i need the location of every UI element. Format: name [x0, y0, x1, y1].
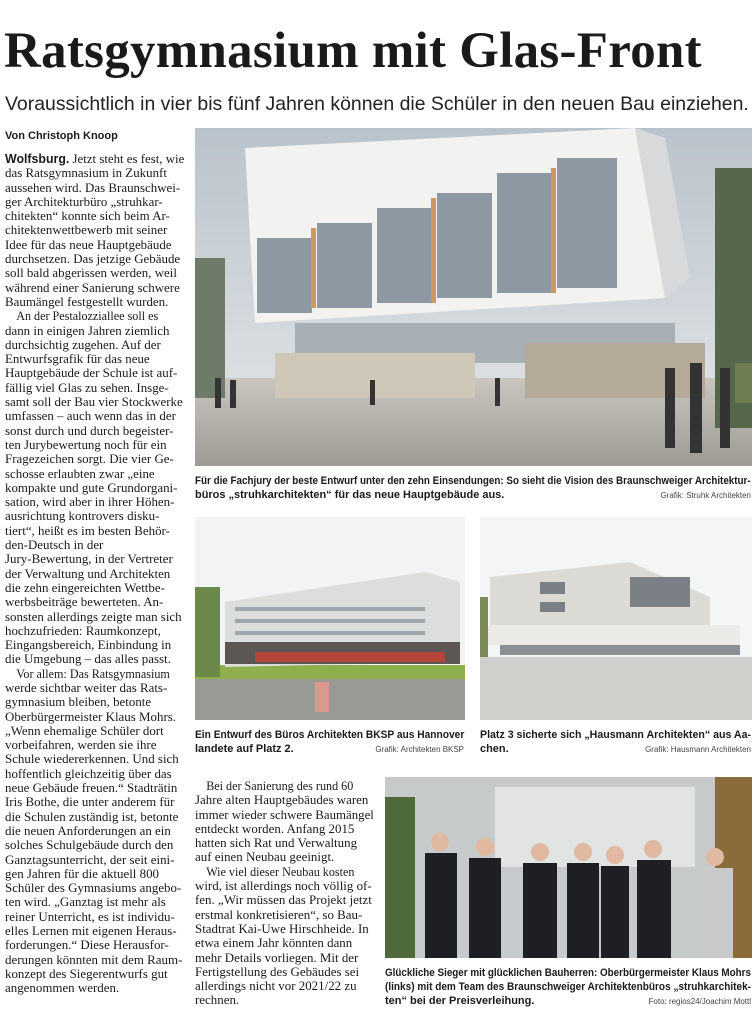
caption-line-with-credit — [480, 742, 751, 756]
photo-credit: Grafik: Hausmann Architekten — [645, 745, 751, 754]
text-line-content: mehr Details vorliegen. Mit der — [195, 949, 359, 965]
text-line-content: elles Lernen mit eigenen Heraus- — [5, 923, 177, 939]
text-line — [5, 223, 184, 237]
text-line — [5, 524, 184, 538]
text-line-content: reiner Unterricht, es ist individu- — [5, 908, 175, 924]
text-line-content: hoffentlich gleichzeitig über das — [5, 765, 172, 781]
text-line — [5, 266, 184, 280]
text-line — [5, 195, 184, 209]
text-line — [195, 922, 374, 936]
text-line — [5, 652, 184, 666]
text-line-content: vorbeifahren, werden sie ihre — [5, 737, 157, 753]
text-line — [5, 181, 184, 195]
text-line-content: Jetzt steht es fest, wie — [72, 151, 185, 166]
text-line — [5, 610, 184, 624]
caption-line-with-credit — [195, 488, 751, 502]
text-line-content: während einer Sanierung schwere — [5, 279, 180, 295]
text-line — [5, 867, 184, 881]
text-line — [5, 538, 184, 552]
text-line — [5, 781, 184, 795]
text-line-content: Schüler des Gymnasiums angebo- — [5, 880, 182, 896]
caption-line: (links) mit dem Team des Braunschweiger Architektenbüros „struhkarchitek- — [385, 981, 751, 993]
text-line-content: Bei der Sanierung des rund 60 — [206, 778, 354, 793]
text-line — [5, 481, 184, 495]
text-line — [5, 424, 184, 438]
text-line — [5, 853, 184, 867]
text-line-content: gen Jahren für die aktuell 800 — [5, 865, 160, 881]
text-line-content: aussehen wird. Das Braunschwei- — [5, 179, 181, 195]
text-line — [5, 667, 195, 681]
article-column-middle — [195, 779, 375, 1008]
main-figure-caption — [195, 474, 752, 502]
text-line-content: Iris Bothe, die unter anderem für — [5, 794, 175, 810]
text-line-content: angenommen werden. — [5, 980, 120, 996]
text-line — [5, 309, 195, 323]
caption-text: landete auf Platz 2. — [195, 743, 294, 755]
photo-credit: Grafik: Architekten BKSP — [375, 745, 464, 754]
text-line — [5, 166, 184, 180]
text-line — [5, 953, 184, 967]
text-line-content: ten wird. „Ganztag ist mehr als — [5, 894, 166, 910]
text-line-content: die Schulen zuständig ist, betonte — [5, 808, 179, 824]
text-line-content: Baumängel festgestellt wurden. — [5, 293, 169, 309]
text-line-content: Ganztagsunterricht, der seit eini- — [5, 851, 175, 867]
text-line-content: ger Architekturbüro „struhkar- — [5, 193, 163, 209]
text-line — [5, 295, 184, 309]
text-line-content: sonst durch und durch begeister- — [5, 422, 174, 438]
main-rendering-image — [195, 128, 752, 466]
text-line-content: neue Gebäude freuen.“ Stadträtin — [5, 780, 178, 796]
text-line-content: sation, wird aber in ihrer Höhen- — [5, 494, 175, 510]
text-line — [195, 893, 374, 907]
text-line — [195, 936, 374, 950]
text-line-content: sonsten allerdings zeigte man sich — [5, 608, 182, 624]
text-line — [5, 767, 184, 781]
text-line — [195, 993, 374, 1007]
text-line-content: dann in einigen Jahren ziemlich — [5, 322, 170, 338]
text-line — [5, 252, 184, 266]
text-line — [5, 581, 184, 595]
text-line-content: tiert“, heißt es im besten Behör- — [5, 522, 170, 538]
text-line — [5, 467, 184, 481]
text-line-content: gymnasium bleiben, betonte — [5, 694, 152, 710]
caption-text: ten“ bei der Preisverleihung. — [385, 995, 535, 1007]
text-line-content: Jury-Bewertung, in der Vertreter — [5, 551, 173, 567]
text-line-content: den-Deutsch in der — [5, 537, 104, 553]
text-line — [5, 281, 184, 295]
text-line — [5, 509, 184, 523]
text-line — [195, 836, 374, 850]
text-line-content: rechnen. — [195, 992, 240, 1008]
text-line — [5, 324, 184, 338]
second-figure-caption — [195, 728, 465, 756]
text-line-content: fen. „Wir müssen das Projekt jetzt — [195, 892, 372, 908]
text-line — [5, 810, 184, 824]
text-line-content: derungen könnten mit dem Raum- — [5, 951, 183, 967]
text-line — [5, 338, 184, 352]
text-line — [5, 938, 184, 952]
byline: Von Christoph Knoop — [5, 130, 118, 142]
text-line-content: chitektenwettbewerb mit seiner — [5, 222, 168, 238]
text-line — [5, 981, 184, 995]
text-line — [5, 381, 184, 395]
text-line — [5, 638, 184, 652]
text-line-content: „Wenn ehemalige Schüler dort — [5, 722, 164, 738]
text-line — [195, 779, 385, 793]
photo-credit: Foto: regios24/Joachim Mottl — [648, 997, 751, 1006]
subtitle: Voraussichtlich in vier bis fünf Jahren können die Schüler in den neuen Bau einziehen. — [5, 93, 749, 115]
text-line-content: etwa einem Jahr könnten dann — [195, 935, 353, 951]
text-line — [195, 793, 374, 807]
text-line-content: immer wieder schwere Baumängel — [195, 806, 374, 822]
text-line-content: forderungen.“ Diese Herausfor- — [5, 937, 169, 953]
caption-line: Für die Fachjury der beste Entwurf unter den zehn Einsendungen: So sieht die Vision des Braunschweiger Architektur- — [195, 475, 751, 487]
text-line-content: An der Pestalozziallee soll es — [16, 308, 159, 324]
text-line-content: werbsbeiträge bewerteten. An- — [5, 594, 164, 610]
text-line — [195, 822, 374, 836]
text-line-content: soll bald abgerissen werden, weil — [5, 265, 177, 281]
text-line — [5, 910, 184, 924]
text-line-content: werde sichtbar weiter das Rats- — [5, 679, 168, 695]
text-line-content: Eingangsbereich, Einbindung in — [5, 637, 172, 653]
photo-credit: Grafik: Struhk Architekten — [660, 491, 751, 500]
text-line-content: allerdings nicht vor 2021/22 zu — [195, 978, 357, 994]
text-line-content: umfassen – auch wenn das in der — [5, 408, 176, 424]
third-place-rendering-image — [480, 517, 752, 720]
text-line — [5, 409, 184, 423]
text-line — [5, 752, 184, 766]
text-line-content: Oberbürgermeister Klaus Mohrs. — [5, 708, 177, 724]
text-line-content: durchsichtig zugehen. Auf der — [5, 336, 161, 352]
text-line-content: entdeckt worden. Anfang 2015 — [195, 820, 355, 836]
text-line — [195, 865, 385, 879]
text-line-content: Hauptgebäude der Schule ist auf- — [5, 365, 178, 381]
text-line-content: die zehn eingereichten Wettbe- — [5, 579, 165, 595]
text-line-content: fällig viel Glas zu sehen. Insge- — [5, 379, 169, 395]
text-line-content: auf einen Neubau geeinigt. — [195, 849, 335, 865]
text-line — [195, 908, 374, 922]
text-line — [5, 152, 184, 166]
text-line — [5, 838, 184, 852]
text-line — [5, 366, 184, 380]
caption-line: Ein Entwurf des Büros Architekten BKSP aus Hannover — [195, 729, 465, 741]
text-line-content: die neuen Anforderungen an ein — [5, 822, 171, 838]
text-line-content: Stadtrat Kai-Uwe Hirschheide. In — [195, 920, 369, 936]
caption-line: Glückliche Sieger mit glücklichen Bauherren: Oberbürgermeister Klaus Mohrs — [385, 967, 751, 979]
text-line — [5, 452, 184, 466]
text-line — [5, 924, 184, 938]
text-line-content: Schule wiedererkennen. Und sich — [5, 751, 179, 767]
text-line — [195, 979, 374, 993]
dateline: Wolfsburg. — [5, 152, 70, 166]
text-line — [195, 965, 374, 979]
text-line-content: kompakte und gute Grundorgani- — [5, 479, 178, 495]
text-line-content: hochzufrieden: Raumkonzept, — [5, 622, 161, 638]
second-place-rendering-image — [195, 517, 465, 720]
text-line-content: erstmal konkretisieren“, so Bau- — [195, 906, 363, 922]
text-line-content: das Ratsgymnasium in Zukunft — [5, 165, 167, 181]
text-line — [5, 595, 184, 609]
text-line — [5, 352, 184, 366]
caption-text: büros „struhkarchitekten“ für das neue Hauptgebäude aus. — [195, 489, 505, 501]
caption-line: Platz 3 sicherte sich „Hausmann Architekten“ aus Aa- — [480, 729, 751, 741]
text-line — [5, 738, 184, 752]
text-line — [5, 795, 184, 809]
text-line — [5, 624, 184, 638]
text-line-content: Fertigstellung des Gebäudes sei — [195, 963, 360, 979]
text-line — [5, 209, 184, 223]
text-line — [5, 967, 184, 981]
text-line — [5, 552, 184, 566]
text-line-content: konzept des Siegerentwurfs gut — [5, 965, 168, 981]
text-line-content: solches Schulgebäude durch den — [5, 837, 174, 853]
text-line-content: schosse erlaubten zwar „eine — [5, 465, 155, 481]
text-line-content: Vor allem: Das Ratsgymnasium — [16, 665, 170, 681]
text-line — [5, 895, 184, 909]
text-line — [5, 395, 184, 409]
text-line — [195, 850, 374, 864]
text-line-content: Wie viel dieser Neubau kosten — [206, 863, 355, 879]
award-ceremony-photo — [385, 777, 752, 958]
text-line — [5, 824, 184, 838]
text-line-content: hatten sich Rat und Verwaltung — [195, 835, 358, 851]
caption-line-with-credit — [195, 742, 464, 756]
text-line-content: die Umgebung – das alles passt. — [5, 651, 171, 667]
text-line-content: Entwurfsgrafik für das neue — [5, 351, 150, 367]
text-line — [5, 881, 184, 895]
text-line — [5, 495, 184, 509]
text-line — [195, 951, 374, 965]
text-line-content: ausrichtung kontrovers disku- — [5, 508, 160, 524]
text-line-content: Idee für das neue Hauptgebäude — [5, 236, 172, 252]
text-line-content: Jahre alten Hauptgebäudes waren — [195, 792, 369, 808]
text-line-content: ten Jurybewertung noch für ein — [5, 436, 167, 452]
text-line — [5, 238, 184, 252]
text-line-content: Fragezeichen sorgt. Die vier Ge- — [5, 451, 174, 467]
text-line — [5, 724, 184, 738]
photo-caption — [385, 966, 752, 1008]
caption-text: chen. — [480, 743, 509, 755]
text-line-content: durchsetzen. Das jetzige Gebäude — [5, 251, 181, 267]
third-figure-caption — [480, 728, 752, 756]
text-line-content: samt soll der Bau vier Stockwerke — [5, 394, 183, 410]
text-line — [195, 808, 374, 822]
text-line — [5, 695, 184, 709]
headline: Ratsgymnasium mit Glas-Front — [4, 23, 702, 79]
text-line-content: wird, ist allerdings noch völlig of- — [195, 878, 372, 894]
text-line — [195, 879, 374, 893]
text-line — [5, 567, 184, 581]
text-line-content: der Verwaltung und Architekten — [5, 565, 171, 581]
text-line — [5, 681, 184, 695]
article-column-left — [5, 152, 185, 996]
caption-line-with-credit — [385, 994, 751, 1008]
text-line — [5, 438, 184, 452]
text-line-content: chitekten“ konnte sich beim Ar- — [5, 208, 170, 224]
text-line — [5, 710, 184, 724]
